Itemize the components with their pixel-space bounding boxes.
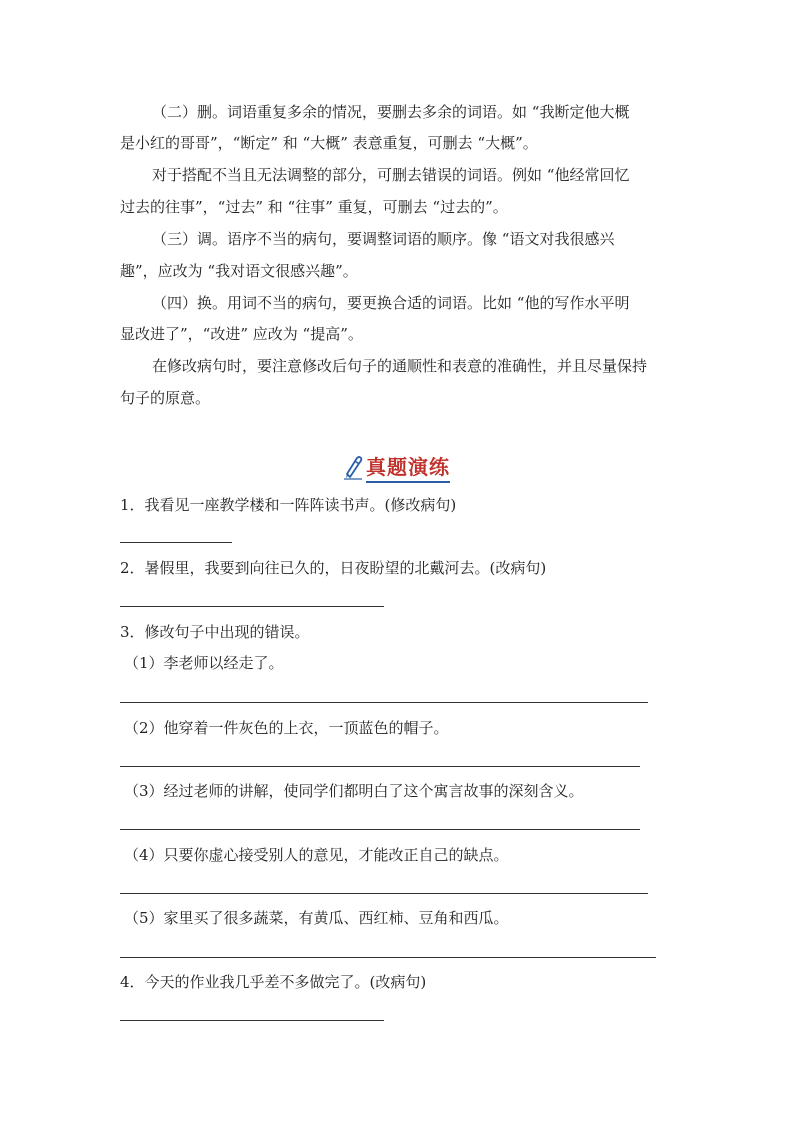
answer-line-3-4[interactable]: [120, 893, 648, 894]
practice-heading: [342, 452, 450, 482]
note-paragraph-line1: 在修改病句时，要注意修改后句子的通顺性和表意的准确性，并且尽量保持: [152, 357, 648, 375]
answer-line-3-3[interactable]: [120, 829, 640, 830]
answer-line-2[interactable]: [120, 606, 384, 607]
adjust-paragraph-line1: （三）调。语序不当的病句，要调整词语的顺序。像 “语文对我很感兴: [152, 230, 615, 248]
delete-paragraph-line1: （二）删。词语重复多余的情况，要删去多余的词语。如 “我断定他大概: [152, 103, 630, 121]
adjust-paragraph-line2: 趣”，应改为 “我对语文很感兴趣”。: [120, 262, 358, 280]
question-3-item-1: （1）李老师以经走了。: [124, 654, 284, 672]
delete-extra-paragraph-line1: 对于搭配不当且无法调整的部分，可删去错误的词语。例如 “他经常回忆: [152, 166, 630, 184]
replace-paragraph-line1: （四）换。用词不当的病句，要更换合适的词语。比如 “他的写作水平明: [152, 294, 630, 312]
pencil-icon: [342, 454, 364, 480]
delete-extra-paragraph-line2: 过去的往事”，“过去” 和 “往事” 重复，可删去 “过去的”。: [120, 198, 508, 216]
question-3-item-2: （2）他穿着一件灰色的上衣，一顶蓝色的帽子。: [124, 719, 449, 737]
answer-line-3-5[interactable]: [120, 957, 656, 958]
question-4: 4．今天的作业我几乎差不多做完了。(改病句): [120, 973, 427, 991]
question-3-item-3: （3）经过老师的讲解，使同学们都明白了这个寓言故事的深刻含义。: [124, 782, 584, 800]
question-2: 2．暑假里，我要到向往已久的，日夜盼望的北戴河去。(改病句): [120, 559, 547, 577]
question-1: 1．我看见一座教学楼和一阵阵读书声。(修改病句): [120, 496, 457, 514]
note-paragraph-line2: 句子的原意。: [120, 389, 211, 407]
answer-line-1[interactable]: [120, 542, 232, 543]
delete-paragraph-line2: 是小红的哥哥”，“断定” 和 “大概” 表意重复，可删去 “大概”。: [120, 134, 538, 152]
answer-line-3-1[interactable]: [120, 702, 648, 703]
answer-line-3-2[interactable]: [120, 766, 640, 767]
replace-paragraph-line2: 显改进了”，“改进” 应改为 “提高”。: [120, 325, 363, 343]
answer-line-4[interactable]: [120, 1020, 384, 1021]
question-3-item-4: （4）只要你虚心接受别人的意见，才能改正自己的缺点。: [124, 846, 509, 864]
question-3-item-5: （5）家里买了很多蔬菜，有黄瓜、西红柿、豆角和西瓜。: [124, 909, 509, 927]
question-3: 3．修改句子中出现的错误。: [120, 623, 310, 641]
practice-heading-title: 真题演练: [366, 451, 450, 483]
